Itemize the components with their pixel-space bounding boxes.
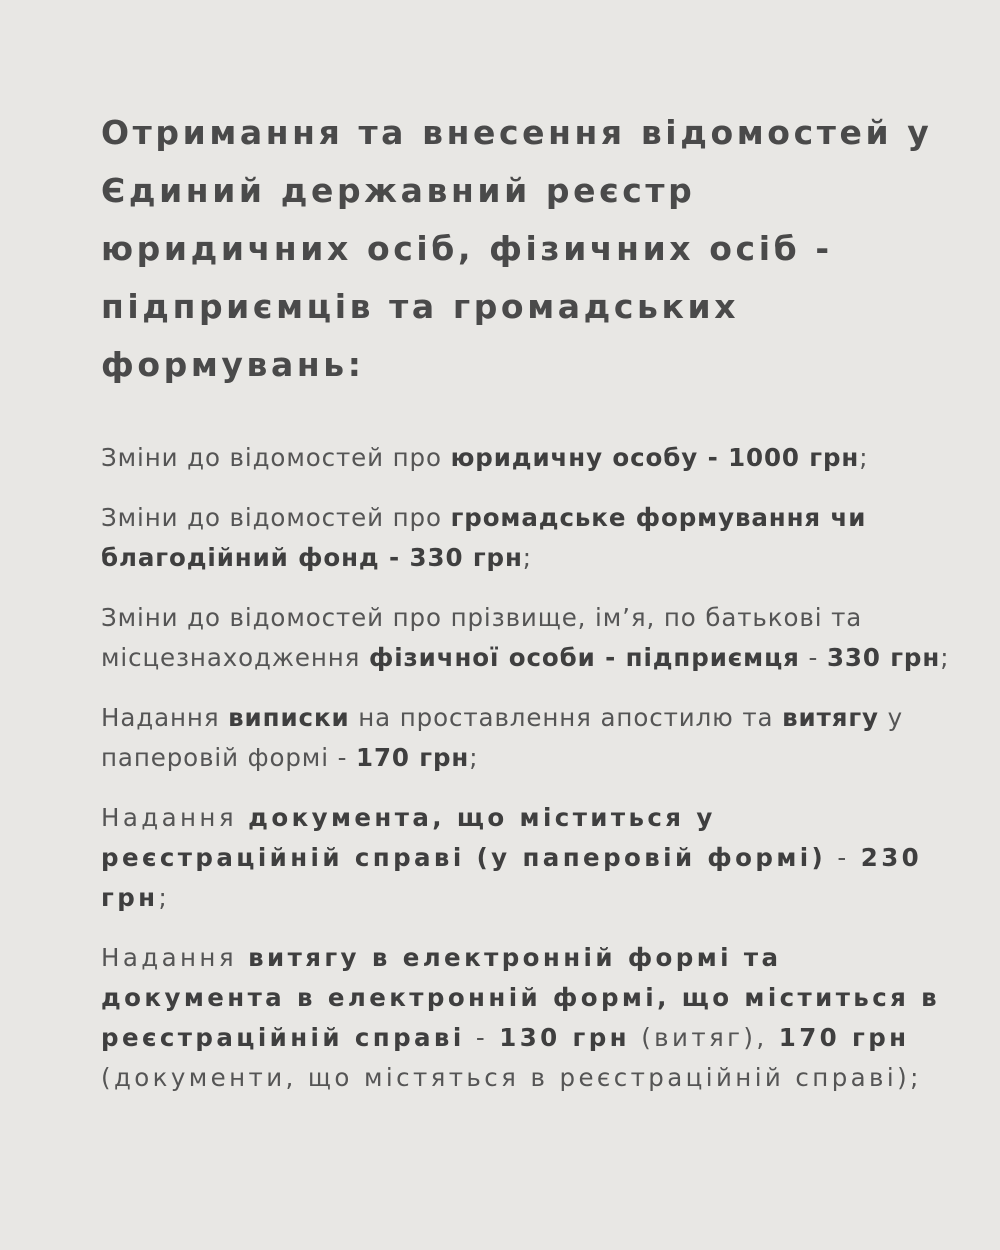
price-item-text: у паперовій формі - — [101, 703, 904, 772]
price-item-bold-text: громадське формування чи благодійний фонд - — [101, 503, 867, 572]
price-item-text: ; — [469, 743, 479, 772]
price-item-text: Надання — [101, 943, 249, 972]
price-item-text: Надання — [101, 803, 249, 832]
price-item-text: ; — [158, 883, 171, 912]
price-item-bold-text: 330 грн — [409, 543, 523, 572]
price-item-text: ; — [522, 543, 532, 572]
price-item-text: - — [464, 1023, 500, 1052]
price-item — [101, 698, 961, 778]
content-area — [101, 104, 961, 1118]
price-item-bold-text: витягу в електронній формі та документа в електронній формі, що міститься в реєстраційній справі — [101, 943, 941, 1052]
price-item — [101, 438, 961, 478]
price-item-bold-text: юридичну особу - 1000 грн — [450, 443, 860, 472]
page-title: Отримання та внесення відомостей у Єдиний державний реєстр юридичних осіб, фізичних осіб - підприємців та громадських формувань: — [101, 113, 933, 384]
price-item-text: - — [799, 643, 827, 672]
price-item-text: (витяг), — [630, 1023, 779, 1052]
price-item-bold-text: 230 грн — [101, 843, 923, 912]
price-item-bold-text: 170 грн — [778, 1023, 910, 1052]
price-item-bold-text: виписки — [228, 703, 350, 732]
price-item-bold-text: витягу — [782, 703, 879, 732]
price-item-text: ; — [859, 443, 869, 472]
price-item-text: на проставлення апостилю та — [349, 703, 783, 732]
price-item-bold-text: документа, що міститься у реєстраційній справі (у паперовій формі) — [101, 803, 827, 872]
price-item-bold-text: фізичної особи - підприємця — [369, 643, 800, 672]
price-item-text: - — [826, 843, 861, 872]
price-item — [101, 798, 961, 918]
price-item — [101, 938, 961, 1098]
price-item-bold-text: 170 грн — [356, 743, 470, 772]
price-item-text: Зміни до відомостей про — [101, 443, 451, 472]
price-item-text: Надання — [101, 703, 229, 732]
price-item-text: Зміни до відомостей про прізвище, ім’я, по батькові та місцезнаходження — [101, 603, 863, 672]
price-item — [101, 598, 961, 678]
price-item — [101, 498, 961, 578]
price-item-text: ; — [940, 643, 950, 672]
price-item-bold-text: 130 грн — [499, 1023, 631, 1052]
price-item-text: Зміни до відомостей про — [101, 503, 451, 532]
price-list — [101, 438, 961, 1098]
price-item-text: (документи, що містяться в реєстраційній справі); — [101, 1063, 922, 1092]
price-item-bold-text: 330 грн — [826, 643, 941, 672]
